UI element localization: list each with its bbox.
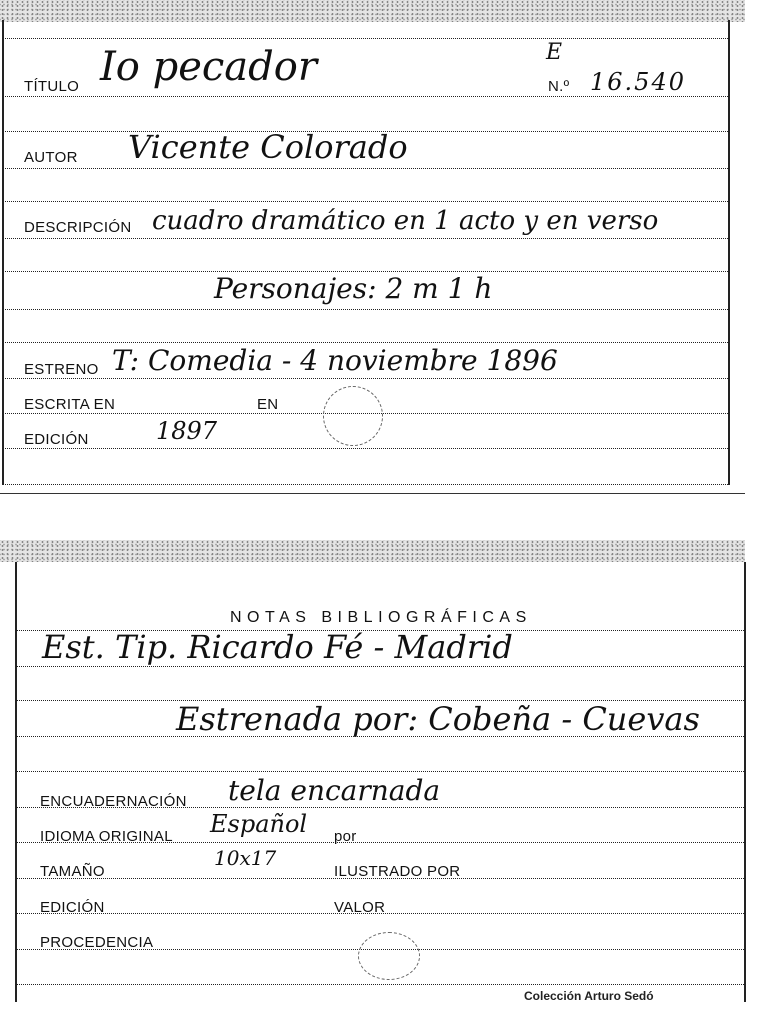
label-tamano: TAMAÑO xyxy=(40,863,105,880)
card2-left-border xyxy=(15,562,17,1002)
value-autor: Vicente Colorado xyxy=(128,128,408,166)
card-left-border xyxy=(2,20,4,485)
rule-6 xyxy=(3,238,728,239)
value-edicion: 1897 xyxy=(156,417,218,445)
label-edicion-2: EDICIÓN xyxy=(40,899,105,916)
card2-right-border xyxy=(744,562,746,1002)
rule-12 xyxy=(3,448,728,449)
faint-stamp-circle xyxy=(323,386,383,446)
value-descripcion: cuadro dramático en 1 acto y en verso xyxy=(152,206,659,236)
rule-1 xyxy=(3,38,728,39)
value-numero: 16.540 xyxy=(590,68,686,96)
rule-8 xyxy=(3,309,728,310)
faint-stamp-circle-2 xyxy=(358,932,420,980)
rule2-11 xyxy=(16,984,744,985)
label-por: por xyxy=(334,828,357,845)
value-personajes: Personajes: 2 m 1 h xyxy=(214,272,493,305)
label-valor: VALOR xyxy=(334,899,386,916)
notas-heading: NOTAS BIBLIOGRÁFICAS xyxy=(230,609,532,626)
label-ilustrado-por: ILUSTRADO POR xyxy=(334,863,461,880)
rule-13 xyxy=(3,484,728,485)
catalog-card-front xyxy=(0,0,759,495)
value-idioma-original: Español xyxy=(210,810,308,838)
label-en: EN xyxy=(257,396,279,413)
rule-4 xyxy=(3,168,728,169)
label-numero: N.º xyxy=(548,78,570,95)
label-autor: AUTOR xyxy=(24,149,78,166)
rule2-5 xyxy=(16,771,744,772)
value-estreno: T: Comedia - 4 noviembre 1896 xyxy=(112,344,558,377)
label-procedencia: PROCEDENCIA xyxy=(40,934,154,951)
label-titulo: TÍTULO xyxy=(24,78,80,95)
value-tamano: 10x17 xyxy=(214,846,277,870)
label-estreno: ESTRENO xyxy=(24,361,99,378)
value-titulo: Io pecador xyxy=(100,44,317,90)
label-escrita-en: ESCRITA EN xyxy=(24,396,116,413)
card-separator xyxy=(0,493,745,494)
note-estrenada: Estrenada por: Cobeña - Cuevas xyxy=(176,700,700,738)
catalog-card-back xyxy=(0,540,759,1010)
value-corner-mark: E xyxy=(546,40,563,65)
rule-10 xyxy=(3,378,728,379)
label-encuadernacion: ENCUADERNACIÓN xyxy=(40,793,187,810)
label-idioma-original: IDIOMA ORIGINAL xyxy=(40,828,173,845)
rule2-2 xyxy=(16,666,744,667)
collection-credit: Colección Arturo Sedó xyxy=(524,989,654,1003)
note-imprenta: Est. Tip. Ricardo Fé - Madrid xyxy=(42,628,513,666)
rule-5 xyxy=(3,201,728,202)
value-encuadernacion: tela encarnada xyxy=(228,774,441,807)
label-descripcion: DESCRIPCIÓN xyxy=(24,219,132,236)
label-edicion: EDICIÓN xyxy=(24,431,89,448)
rule-2 xyxy=(3,96,728,97)
rule-9 xyxy=(3,342,728,343)
card-right-border xyxy=(728,20,730,485)
